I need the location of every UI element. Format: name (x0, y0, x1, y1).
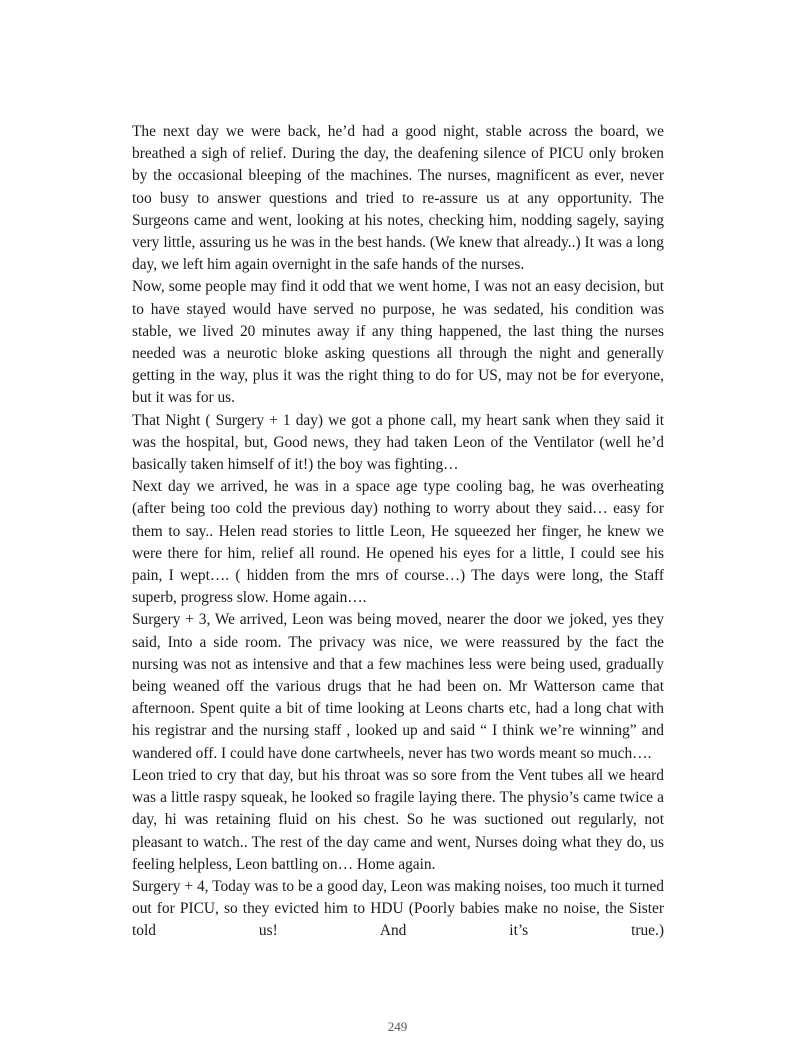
page-number: 249 (387, 1019, 408, 1034)
paragraph-surgery-plus-4: Surgery + 4, Today was to be a good day, Leon was making noises, too much it turned out for PICU, so they evicted him to HDU (Poorly babies make no noise, the Sister told us! And it’s true.) (132, 877, 664, 940)
body-text (132, 121, 664, 943)
paragraph-cooling-bag: Next day we arrived, he was in a space age type cooling bag, he was overheating (after being too cold the previous day) nothing to worry about they said… easy for them to say.. Helen read stories to little Leon, He squeezed her finger, he knew we were there for him, relief all round. He opened his eyes for a little, I could see his pain, I wept…. ( hidden from the mrs of course…) The days were long, the Staff superb, progress slow. Home again…. (132, 478, 664, 607)
paragraph-next-day-back: The next day we were back, he’d had a good night, stable across the board, we breathed a sigh of relief. During the day, the deafening silence of PICU only broken by the occasional bleeping of the machines. The nurses, magnificent as ever, never too busy to answer questions and tried to re-assure us at any opportunity. The Surgeons came and went, looking at his notes, checking him, nodding sagely, saying very little, assuring us he was in the best hands. (We knew that already..) It was a long day, we left him again overnight in the safe hands of the nurses. (132, 123, 664, 274)
paragraph-phone-call: That Night ( Surgery + 1 day) we got a phone call, my heart sank when they said it was the hospital, but, Good news, they had taken Leon of the Ventilator (well he’d basically taken himself of it!) the boy was fighting… (132, 411, 664, 474)
paragraph-leon-tried-to-cry: Leon tried to cry that day, but his throat was so sore from the Vent tubes all we heard was a little raspy squeak, he looked so fragile laying there. The physio’s came twice a day, hi was retaining fluid on his chest. So he was suctioned out regularly, not pleasant to watch.. The rest of the day came and went, Nurses doing what they do, us feeling helpless, Leon battling on… Home again. (132, 766, 664, 873)
paragraph-surgery-plus-3: Surgery + 3, We arrived, Leon was being moved, nearer the door we joked, yes they said, Into a side room. The privacy was nice, we were reassured by the fact the nursing was not as intensive and that a few machines less were being used, gradually being weaned off the various drugs that he had been on. Mr Watterson came that afternoon. Spent quite a bit of time looking at Leons charts etc, had a long chat with his registrar and the nursing staff , looked up and said “ I think we’re winning” and wandered off. I could have done cartwheels, never has two words meant so much…. (132, 611, 664, 762)
paragraph-went-home: Now, some people may find it odd that we went home, I was not an easy decision, but to have stayed would have served no purpose, he was sedated, his condition was stable, we lived 20 minutes away if any thing happened, the last thing the nurses needed was a neurotic bloke asking questions all through the night and generally getting in the way, plus it was the right thing to do for US, may not be for everyone, but it was for us. (132, 278, 664, 407)
